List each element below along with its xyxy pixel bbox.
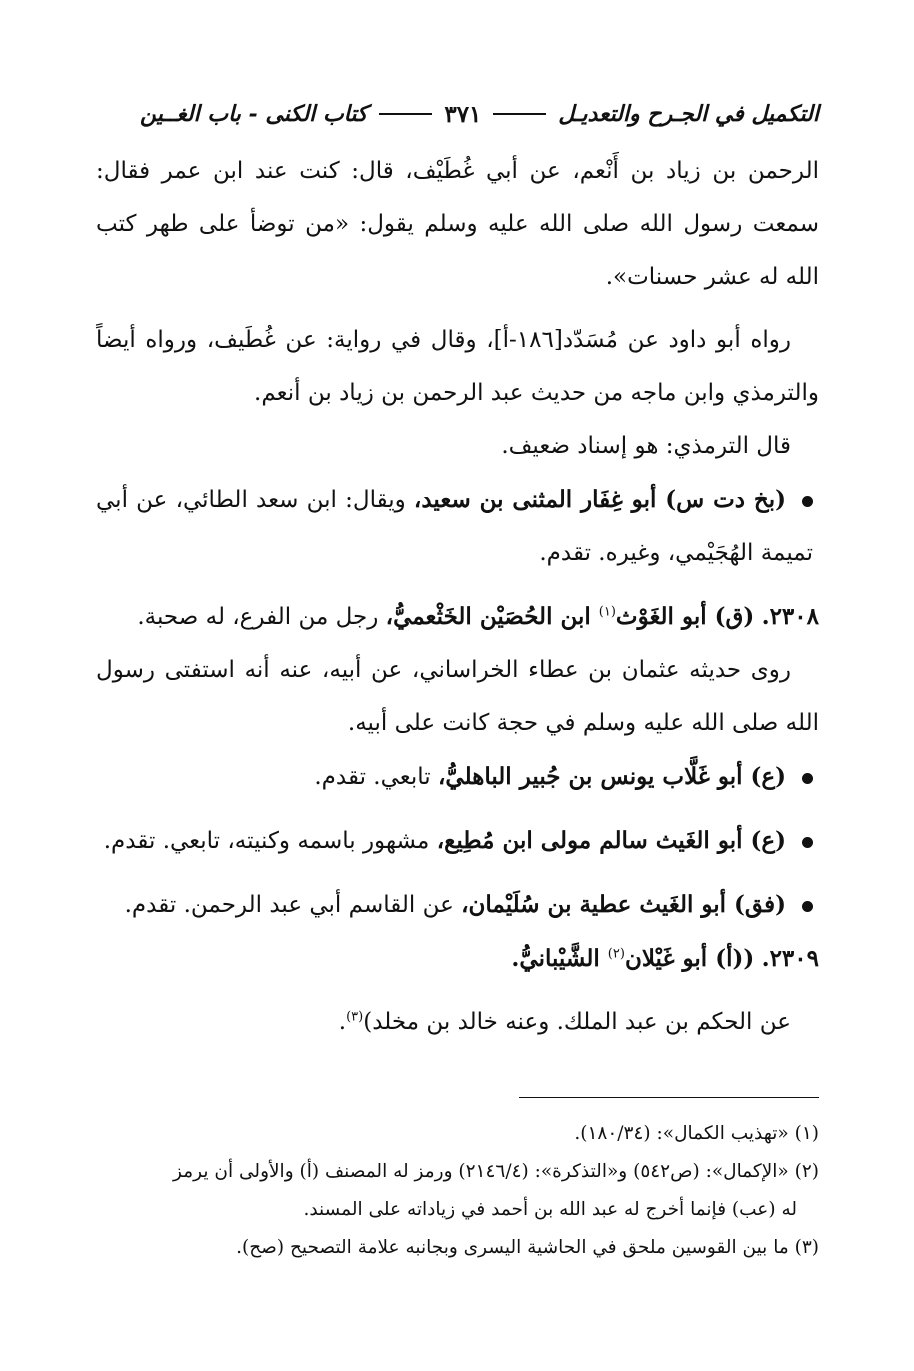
footnote-1: (١) «تهذيب الكمال»: (١٨٠/٣٤). [574, 1123, 819, 1144]
paragraph-5 [96, 996, 819, 1049]
paragraph-5-end: . [338, 1009, 347, 1035]
entry-number: ٢٣٠٨. [761, 603, 819, 630]
footnote-3: (٣) ما بين القوسين ملحق في الحاشية اليسرى وبجانبه علامة التصحيح (صح). [236, 1237, 819, 1258]
paragraph-2: رواه أبو داود عن مُسَدّد[١٨٦-أ]، وقال في رواية: عن غُطَيف، ورواه أيضاً والترمذي وابن ماجه من حديث عبد الرحمن بن زياد بن أنعم. [96, 327, 819, 406]
entry-name: ((أ) أبو غَيْلان [624, 945, 755, 972]
entry-name: (ع) أبو الغَيث سالم مولى ابن مُطِيع، [436, 827, 786, 854]
header-rule-right [493, 113, 546, 115]
entry-text: تابعي. تقدم. [314, 764, 438, 790]
entry-name-cont: الشَّيْبانيُّ. [511, 945, 608, 972]
page-number: ٣٧١ [444, 100, 482, 128]
entry-name: (ق) أبو الغَوْث [615, 603, 755, 630]
paragraph-1: الرحمن بن زياد بن أَنْعم، عن أبي غُطَيْف، قال: كنت عند ابن عمر فقال: سمعت رسول الله صلى الله عليه وسلم يقول: «من توضأ على طهر كتب الله له عشر حسنات». [96, 158, 819, 290]
entry-text: عن القاسم أبي عبد الرحمن. تقدم. [124, 892, 462, 918]
entry-2308 [96, 590, 819, 644]
entry-text: مشهور باسمه وكنيته، تابعي. تقدم. [103, 828, 437, 854]
entry-number: ٢٣٠٩. [761, 945, 819, 972]
bullet-icon [802, 773, 813, 784]
running-header [140, 92, 819, 136]
entry-2309 [96, 932, 819, 986]
main-text [96, 145, 819, 1049]
book-title: التكميل في الجـرح والتعديـل [558, 101, 819, 127]
footnotes [96, 1115, 819, 1267]
entry-bullet-abu-ghallab [96, 750, 819, 804]
paragraph-4: روى حديثه عثمان بن عطاء الخراساني، عن أبيه، عنه أنه استفتى رسول الله صلى الله عليه وسلم في حجة كانت على أبيه. [96, 657, 819, 736]
entry-name: (بخ دت س) أبو غِفَار المثنى بن سعيد، [413, 486, 786, 513]
footnote-2: (٢) «الإكمال»: (ص٥٤٢) و«التذكرة»: (٢١٤٦/٤) ورمز له المصنف (أ) والأولى أن يرمز [173, 1161, 819, 1182]
paragraph-5-text: عن الحكم بن عبد الملك. وعنه خالد بن مخلد) [363, 1009, 791, 1035]
entry-text: ويقال: ابن سعد الطائي، عن أبي تميمة الهُجَيْمي، وغيره. تقدم. [96, 487, 813, 566]
entry-name: (فق) أبو الغَيث عطية بن سُلَيْمان، [461, 891, 786, 918]
footnote-separator [519, 1097, 819, 1098]
entry-bullet-abu-ghayth-salim [96, 814, 819, 868]
section-title: كتاب الكنى - باب الغــين [140, 101, 368, 127]
footnote-ref: (٣) [346, 1009, 364, 1025]
bullet-icon [802, 496, 813, 507]
footnote-2-continued: له (عب) فإنما أخرج له عبد الله بن أحمد في زياداته على المسند. [303, 1199, 797, 1220]
entry-bullet-abu-ghayth-atiyya [96, 878, 819, 932]
header-rule-left [379, 113, 432, 115]
entry-bullet-abu-ghifar [96, 473, 819, 580]
entry-name: (ع) أبو غَلَّاب يونس بن جُبير الباهليُّ، [438, 763, 786, 790]
bullet-icon [802, 837, 813, 848]
entry-text: رجل من الفرع، له صحبة. [137, 604, 386, 630]
bullet-icon [802, 901, 813, 912]
entry-name-cont: ابن الحُصَيْن الخَثْعميُّ، [385, 603, 599, 630]
paragraph-3: قال الترمذي: هو إسناد ضعيف. [501, 433, 791, 459]
footnote-ref: (٢) [607, 946, 625, 962]
footnote-ref: (١) [598, 604, 616, 620]
